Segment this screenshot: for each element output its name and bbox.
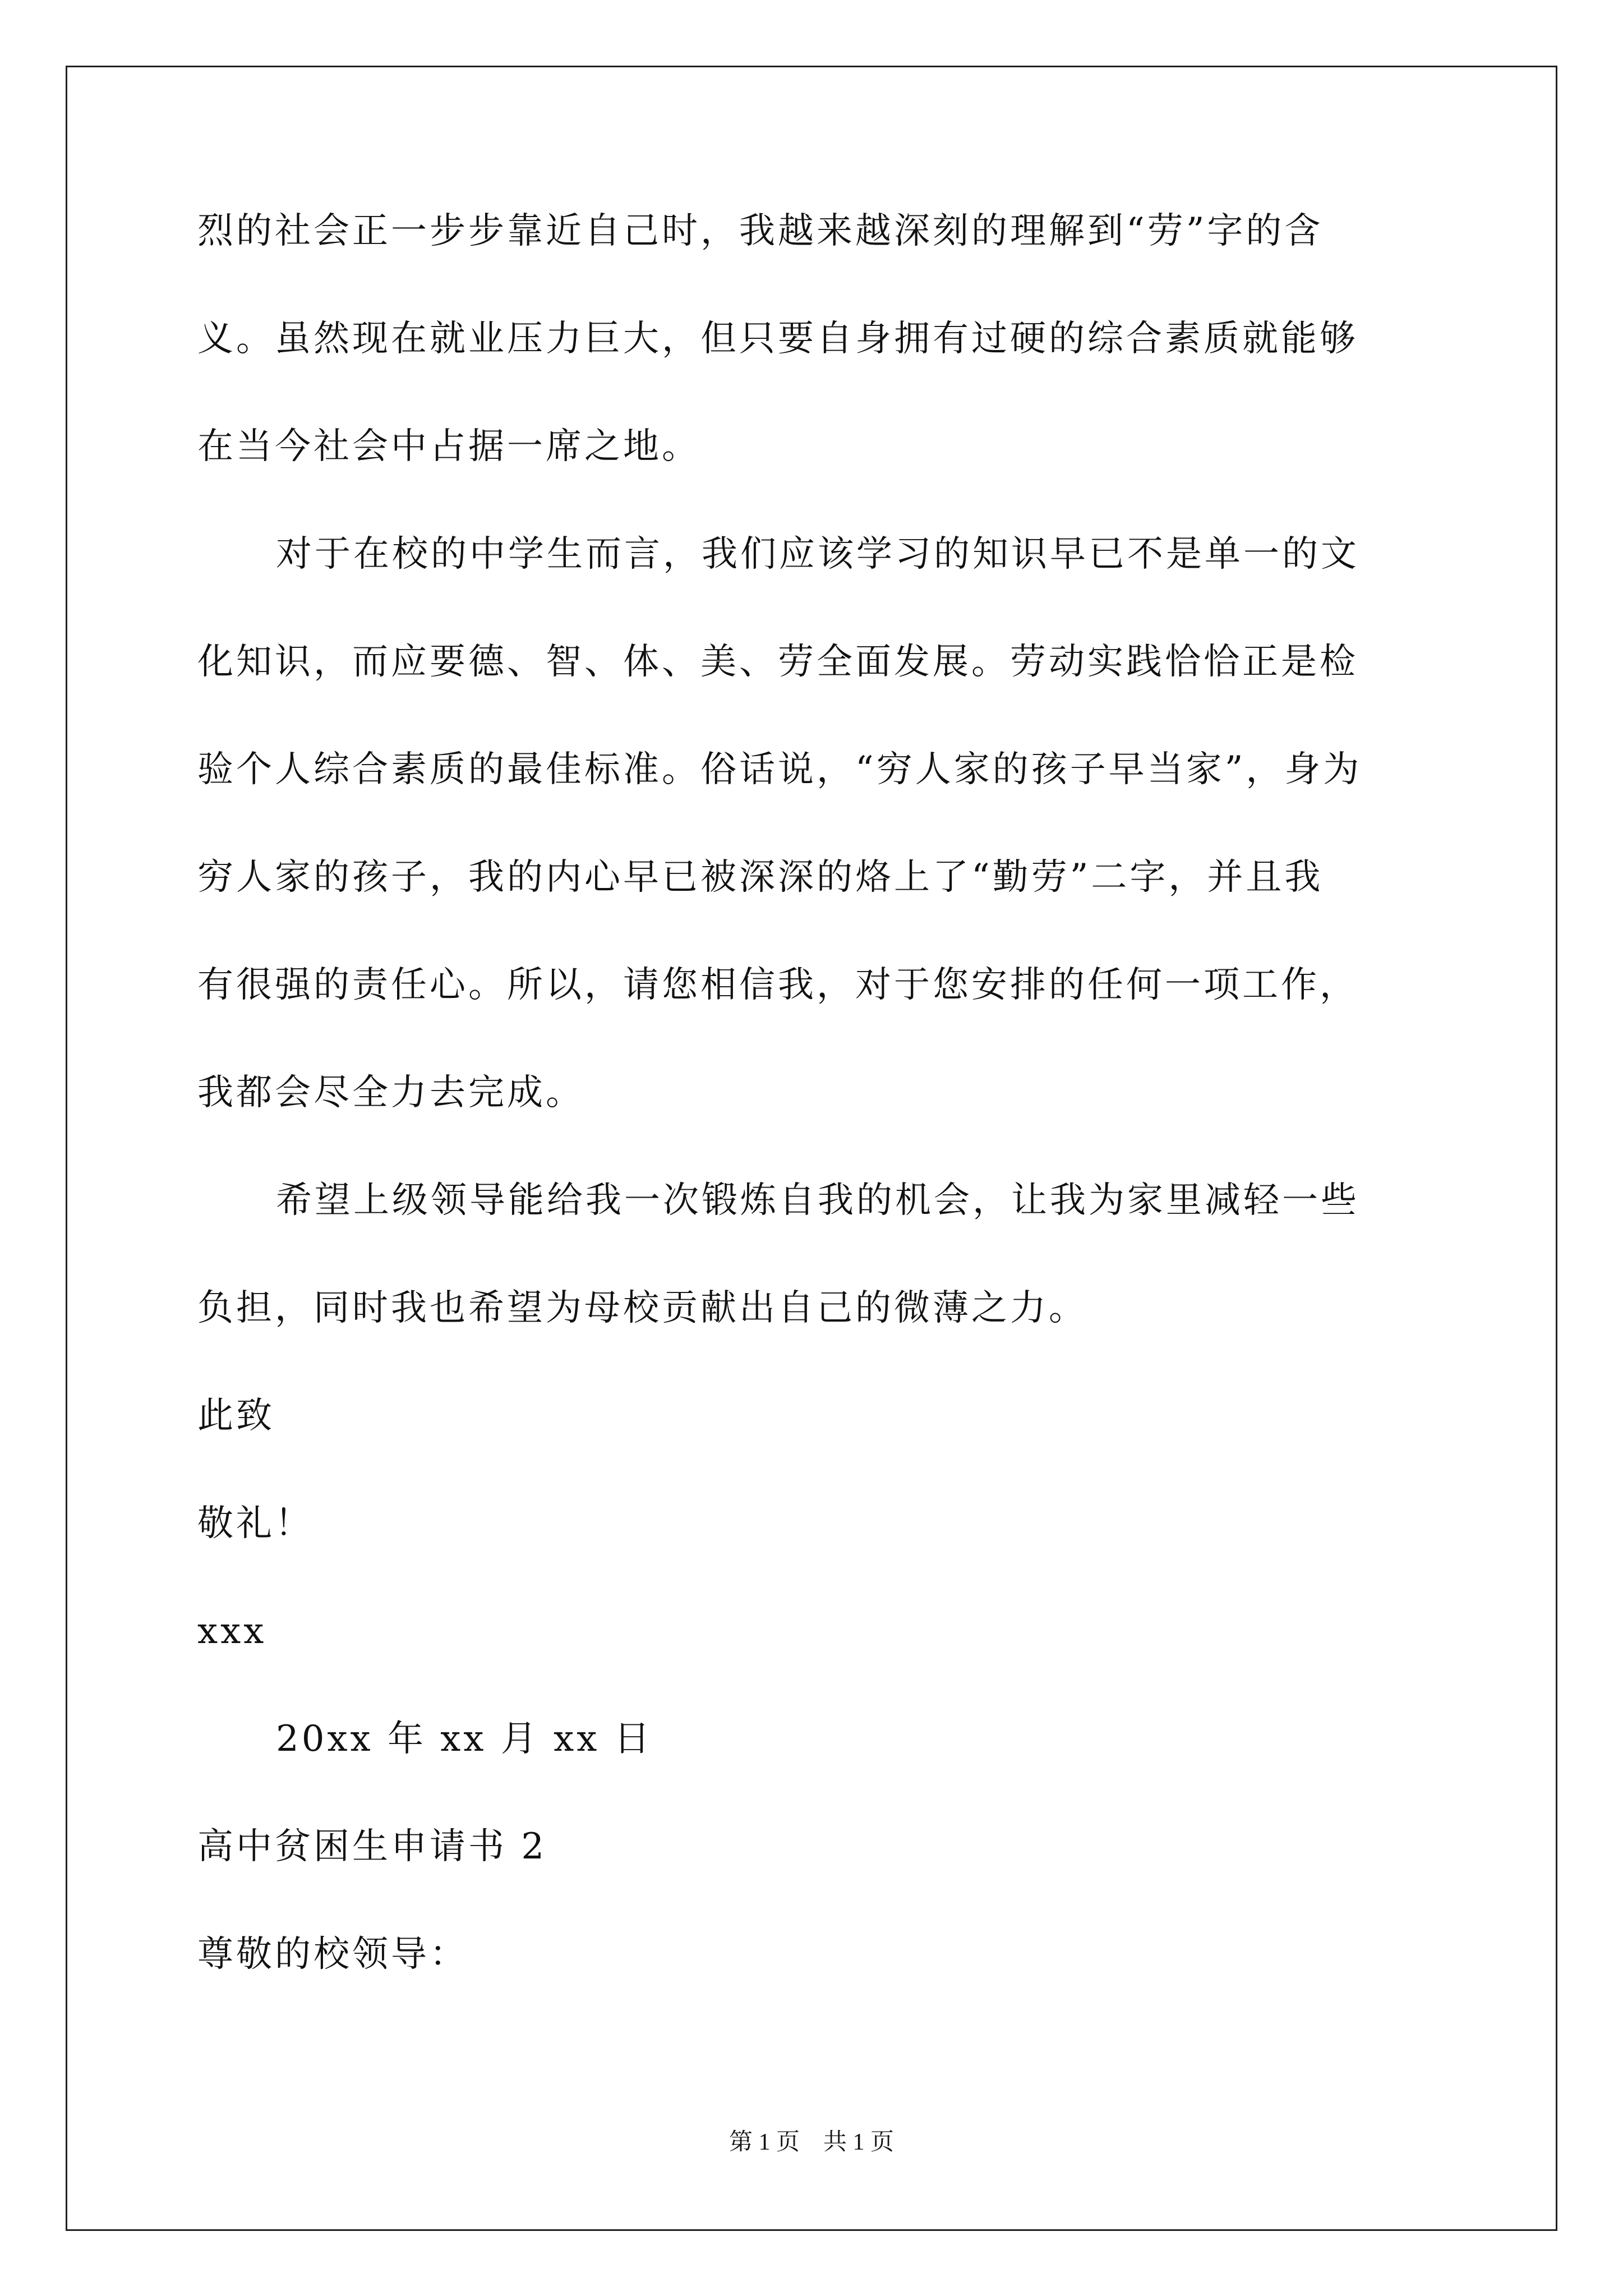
paragraph-line: 验个人综合素质的最佳标准。俗话说，“穷人家的孩子早当家”，身为 xyxy=(197,749,1362,790)
signature-date: 20xx 年 xx 月 xx 日 xyxy=(276,1718,653,1760)
paragraph-line: 义。虽然现在就业压力巨大，但只要自身拥有过硬的综合素质就能够 xyxy=(197,318,1358,360)
closing-respect: 敬礼！ xyxy=(197,1503,313,1544)
signature-name: xxx xyxy=(197,1611,267,1652)
page-border xyxy=(66,66,1557,2231)
paragraph-line: 我都会尽全力去完成。 xyxy=(197,1072,584,1114)
paragraph-line: 烈的社会正一步步靠近自己时，我越来越深刻的理解到“劳”字的含 xyxy=(197,210,1324,252)
page-number-footer: 第 1 页 共 1 页 xyxy=(728,2129,894,2155)
greeting-line: 尊敬的校领导： xyxy=(197,1934,468,1975)
paragraph-line: 对于在校的中学生而言，我们应该学习的知识早已不是单一的文 xyxy=(276,533,1359,575)
closing-salutation: 此致 xyxy=(197,1395,275,1437)
paragraph-line: 在当今社会中占据一席之地。 xyxy=(197,426,700,467)
paragraph-line: 希望上级领导能给我一次锻炼自我的机会，让我为家里减轻一些 xyxy=(276,1180,1359,1221)
section-title: 高中贫困生申请书 2 xyxy=(197,1826,547,1867)
paragraph-line: 负担，同时我也希望为母校贡献出自己的微薄之力。 xyxy=(197,1287,1087,1329)
paragraph-line: 穷人家的孩子，我的内心早已被深深的烙上了“勤劳”二字，并且我 xyxy=(197,857,1324,898)
paragraph-line: 有很强的责任心。所以，请您相信我，对于您安排的任何一项工作， xyxy=(197,964,1358,1006)
paragraph-line: 化知识，而应要德、智、体、美、劳全面发展。劳动实践恰恰正是检 xyxy=(197,641,1358,683)
